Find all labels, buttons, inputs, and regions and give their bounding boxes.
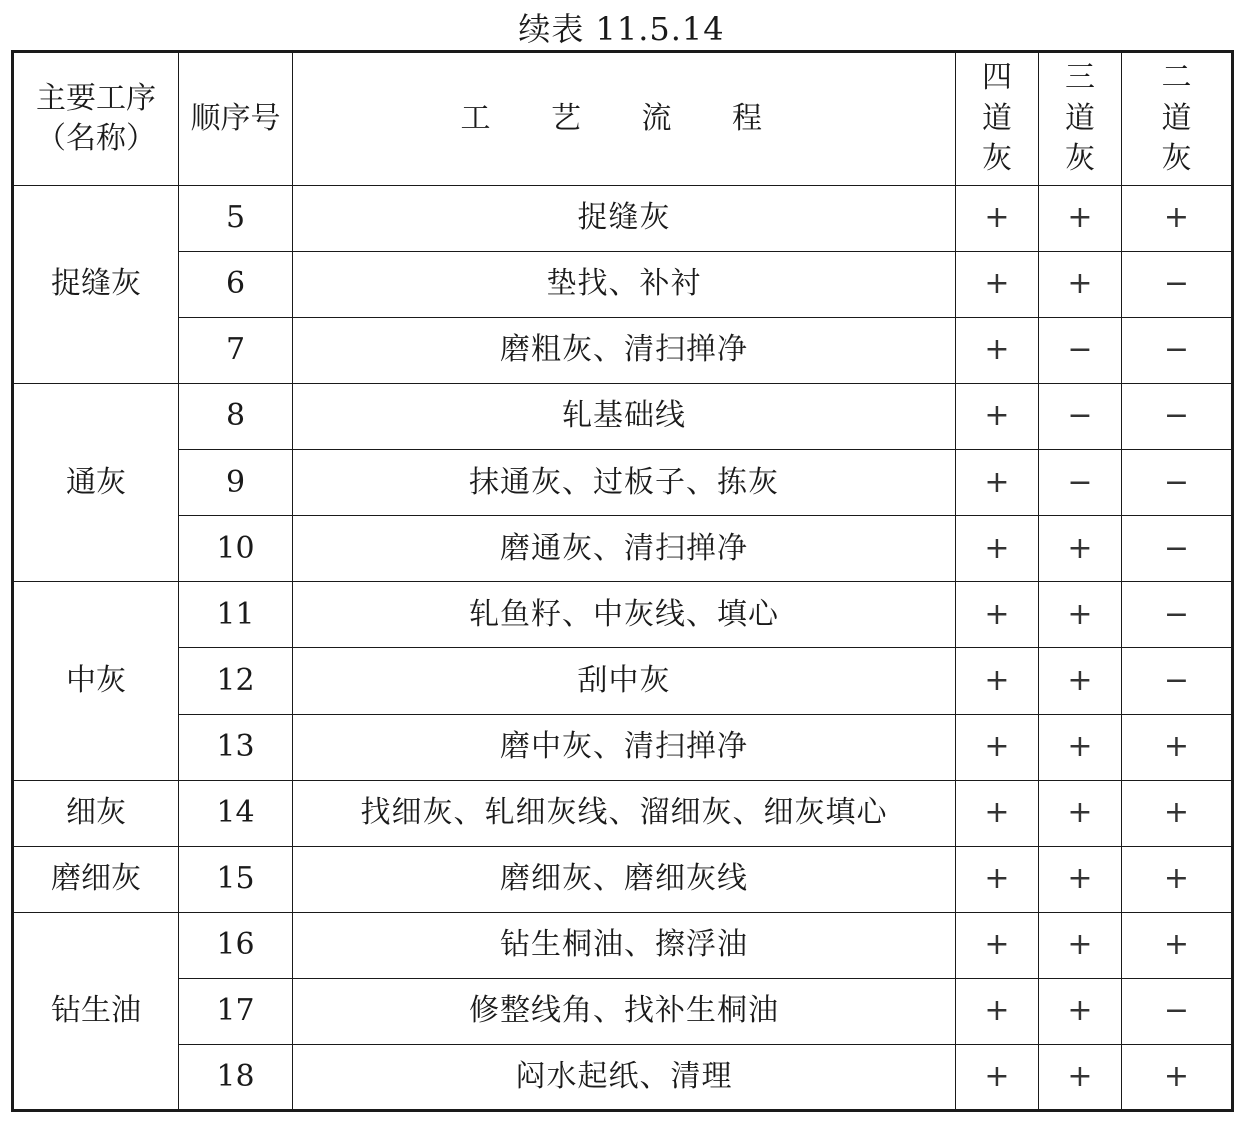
grade-2-mark: − bbox=[1122, 516, 1233, 582]
header-main-process bbox=[13, 52, 179, 186]
process-group-name: 中灰 bbox=[13, 582, 179, 780]
table-row bbox=[13, 1044, 1233, 1110]
header-row bbox=[13, 52, 1233, 186]
grade-2-mark: + bbox=[1122, 912, 1233, 978]
grade-4-mark: + bbox=[956, 384, 1039, 450]
grade-2-mark: − bbox=[1122, 318, 1233, 384]
grade-3-mark: + bbox=[1039, 186, 1122, 252]
grade-3-mark: − bbox=[1039, 318, 1122, 384]
grade-3-mark: + bbox=[1039, 846, 1122, 912]
table-row bbox=[13, 978, 1233, 1044]
order-number: 10 bbox=[179, 516, 293, 582]
process-step: 修整线角、找补生桐油 bbox=[293, 978, 956, 1044]
grade-3-mark: + bbox=[1039, 252, 1122, 318]
grade-4-mark: + bbox=[956, 186, 1039, 252]
grade-4-mark: + bbox=[956, 450, 1039, 516]
order-number: 6 bbox=[179, 252, 293, 318]
grade-2-mark: + bbox=[1122, 846, 1233, 912]
grade-2-mark: + bbox=[1122, 1044, 1233, 1110]
header-main-process-line2: （名称） bbox=[36, 121, 156, 156]
grade-4-mark: + bbox=[956, 714, 1039, 780]
grade-4-mark: + bbox=[956, 1044, 1039, 1110]
header-grade-3-text: 三道灰 bbox=[1065, 60, 1095, 177]
order-number: 15 bbox=[179, 846, 293, 912]
grade-2-mark: + bbox=[1122, 186, 1233, 252]
grade-4-mark: + bbox=[956, 846, 1039, 912]
header-main-process-line1: 主要工序 bbox=[36, 80, 156, 116]
process-step: 轧基础线 bbox=[293, 384, 956, 450]
process-group-name: 捉缝灰 bbox=[13, 186, 179, 384]
order-number: 13 bbox=[179, 714, 293, 780]
order-number: 17 bbox=[179, 978, 293, 1044]
header-grade-2 bbox=[1122, 52, 1233, 186]
grade-4-mark: + bbox=[956, 978, 1039, 1044]
grade-2-mark: + bbox=[1122, 780, 1233, 846]
order-number: 11 bbox=[179, 582, 293, 648]
process-step: 抹通灰、过板子、拣灰 bbox=[293, 450, 956, 516]
header-process-flow-text: 工 艺 流 程 bbox=[460, 100, 788, 136]
header-grade-4 bbox=[956, 52, 1039, 186]
order-number: 12 bbox=[179, 648, 293, 714]
process-table bbox=[11, 50, 1234, 1112]
table-row bbox=[13, 714, 1233, 780]
process-step: 轧鱼籽、中灰线、填心 bbox=[293, 582, 956, 648]
grade-4-mark: + bbox=[956, 912, 1039, 978]
grade-3-mark: + bbox=[1039, 780, 1122, 846]
process-group-name: 磨细灰 bbox=[13, 846, 179, 912]
table-row bbox=[13, 648, 1233, 714]
table-row bbox=[13, 252, 1233, 318]
grade-3-mark: − bbox=[1039, 384, 1122, 450]
process-step: 垫找、补衬 bbox=[293, 252, 956, 318]
grade-3-mark: + bbox=[1039, 1044, 1122, 1110]
header-grade-4-text: 四道灰 bbox=[982, 60, 1012, 177]
grade-2-mark: − bbox=[1122, 252, 1233, 318]
grade-4-mark: + bbox=[956, 648, 1039, 714]
grade-2-mark: − bbox=[1122, 384, 1233, 450]
process-step: 磨细灰、磨细灰线 bbox=[293, 846, 956, 912]
table-row bbox=[13, 516, 1233, 582]
table-row bbox=[13, 318, 1233, 384]
grade-3-mark: − bbox=[1039, 450, 1122, 516]
table-row bbox=[13, 450, 1233, 516]
table-body bbox=[13, 186, 1233, 1111]
grade-2-mark: − bbox=[1122, 978, 1233, 1044]
process-step: 闷水起纸、清理 bbox=[293, 1044, 956, 1110]
grade-4-mark: + bbox=[956, 516, 1039, 582]
header-process-flow bbox=[293, 52, 956, 186]
header-order-no: 顺序号 bbox=[179, 52, 293, 186]
grade-4-mark: + bbox=[956, 318, 1039, 384]
order-number: 9 bbox=[179, 450, 293, 516]
order-number: 16 bbox=[179, 912, 293, 978]
table-row bbox=[13, 186, 1233, 252]
table-row bbox=[13, 912, 1233, 978]
process-group-name: 通灰 bbox=[13, 384, 179, 582]
grade-2-mark: − bbox=[1122, 450, 1233, 516]
order-number: 8 bbox=[179, 384, 293, 450]
grade-2-mark: − bbox=[1122, 648, 1233, 714]
process-step: 刮中灰 bbox=[293, 648, 956, 714]
process-step: 捉缝灰 bbox=[293, 186, 956, 252]
grade-2-mark: − bbox=[1122, 582, 1233, 648]
table-row bbox=[13, 780, 1233, 846]
order-number: 14 bbox=[179, 780, 293, 846]
order-number: 18 bbox=[179, 1044, 293, 1110]
table-row bbox=[13, 384, 1233, 450]
process-step: 磨粗灰、清扫掸净 bbox=[293, 318, 956, 384]
table-caption: 续表 11.5.14 bbox=[518, 10, 725, 48]
process-step: 磨中灰、清扫掸净 bbox=[293, 714, 956, 780]
process-step: 钻生桐油、擦浮油 bbox=[293, 912, 956, 978]
grade-3-mark: + bbox=[1039, 978, 1122, 1044]
grade-3-mark: + bbox=[1039, 714, 1122, 780]
grade-4-mark: + bbox=[956, 252, 1039, 318]
table-row bbox=[13, 582, 1233, 648]
grade-3-mark: + bbox=[1039, 516, 1122, 582]
header-grade-2-text: 二道灰 bbox=[1161, 60, 1192, 177]
grade-3-mark: + bbox=[1039, 582, 1122, 648]
grade-4-mark: + bbox=[956, 780, 1039, 846]
grade-2-mark: + bbox=[1122, 714, 1233, 780]
process-step: 磨通灰、清扫掸净 bbox=[293, 516, 956, 582]
grade-4-mark: + bbox=[956, 582, 1039, 648]
process-step: 找细灰、轧细灰线、溜细灰、细灰填心 bbox=[293, 780, 956, 846]
process-group-name: 钻生油 bbox=[13, 912, 179, 1110]
table-row bbox=[13, 846, 1233, 912]
order-number: 7 bbox=[179, 318, 293, 384]
order-number: 5 bbox=[179, 186, 293, 252]
grade-3-mark: + bbox=[1039, 912, 1122, 978]
grade-3-mark: + bbox=[1039, 648, 1122, 714]
process-group-name: 细灰 bbox=[13, 780, 179, 846]
header-grade-3 bbox=[1039, 52, 1122, 186]
